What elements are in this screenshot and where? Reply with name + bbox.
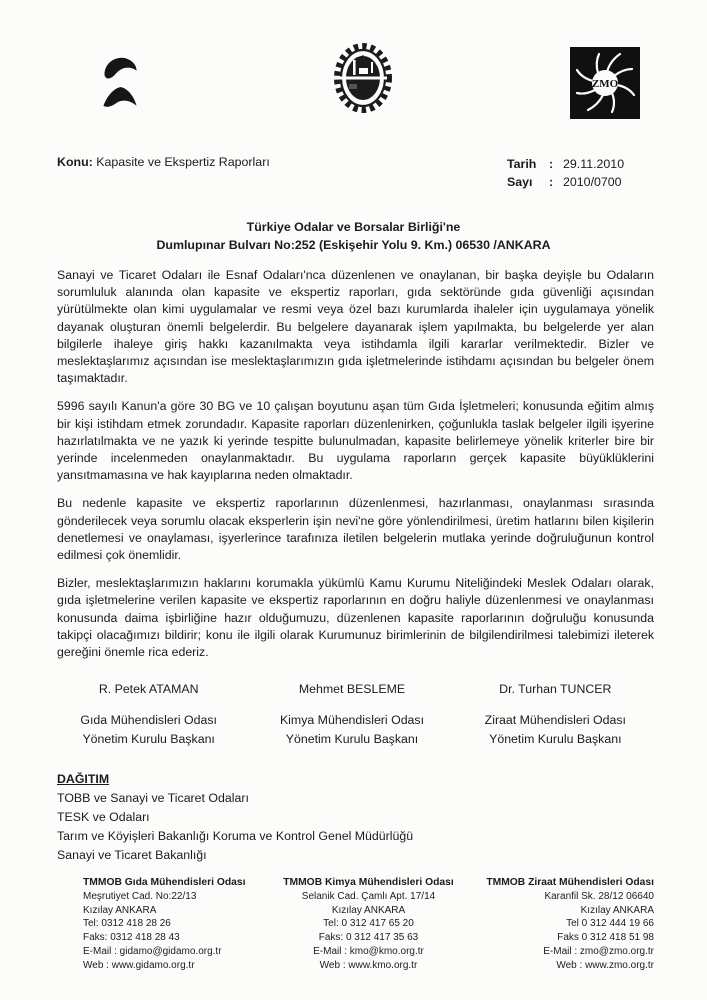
footer-org-line: Web : www.gidamo.org.tr — [83, 959, 195, 971]
footer-org-line: Faks 0 312 418 51 98 — [557, 932, 654, 944]
signature-row — [47, 682, 657, 748]
gida-mo-logo-icon — [101, 54, 139, 117]
footer-org-line: Web : www.zmo.org.tr — [556, 959, 654, 971]
subject-line — [57, 155, 270, 169]
footer-org-line: Kızılay ANKARA — [83, 904, 157, 916]
signatory-name: Dr. Turhan TUNCER — [499, 682, 612, 696]
signatory-organization: Gıda Mühendisleri Odası — [80, 713, 217, 727]
distribution-item: TOBB ve Sanayi ve Ticaret Odaları — [57, 791, 249, 805]
distribution-heading: DAĞITIM — [57, 772, 110, 786]
footer-org-line: Tel: 0 312 417 65 20 — [323, 918, 414, 930]
distribution-item: TESK ve Odaları — [57, 810, 150, 824]
footer-org-line: Kızılay ANKARA — [580, 904, 654, 916]
footer-org-title: TMMOB Gıda Mühendisleri Odası — [83, 877, 246, 888]
distribution-block — [57, 770, 413, 865]
footer-column — [464, 876, 654, 973]
recipient-name: Türkiye Odalar ve Borsalar Birliği'ne — [246, 220, 461, 234]
recipient-address: Dumlupınar Bulvarı No:252 (Eskişehir Yolu 9. Km.) 06530 /ANKARA — [156, 237, 551, 252]
signatory-title: Yönetim Kurulu Başkanı — [489, 731, 622, 746]
footer-org-line: Faks: 0 312 417 35 63 — [318, 932, 419, 944]
number-value: 2010/0700 — [563, 175, 622, 189]
number-colon: : — [549, 175, 554, 189]
body-paragraph: Bu nedenle kapasite ve ekspertiz raporlarının düzenlenmesi, hazırlanması, onaylanması sırasında gönderilecek veya sorumlu olacak eksperlerin işin nevi'ne göre yönlendirilmesi, üretim hatlarını bilen kişilerin denetlemesi ve onaylaması, işyerlerince tarafınıza iletilen belgelerin mutlaka yerinde doğruluğunun kontrol edilmesi çok önemlidir. — [57, 496, 654, 563]
number-row — [507, 173, 624, 191]
signatory-title: Yönetim Kurulu Başkanı — [285, 731, 419, 746]
footer-org-line: Faks: 0312 418 28 43 — [83, 932, 180, 944]
footer-column — [273, 876, 463, 973]
letterhead-footer — [57, 876, 654, 973]
distribution-item: Sanayi ve Ticaret Bakanlığı — [57, 848, 207, 862]
footer-org-title: TMMOB Kimya Mühendisleri Odası — [283, 877, 454, 888]
meta-right-block — [507, 155, 624, 191]
footer-org-line: Meşrutiyet Cad. No:22/13 — [83, 890, 197, 902]
subject-label: Konu: — [57, 155, 93, 169]
body-paragraph: 5996 sayılı Kanun'a göre 30 BG ve 10 çalışan boyutunu aşan tüm Gıda İşletmeleri; konusunda eğitim almış bir kişi istihdam etmek zorundadır. Kapasite raporları düzenlenirken, çoğunlukla taslak belgeler ilgili işyerine hazırlatılmakta ve ne yazık ki yerinde tespitte bulunulmadan, kapasite belirlemeye yönelik kriterler bire bir yerinde incelenmeden onaylanmaktadır. Bu uygulama raporların gerçek kapasite büyüklüklerini yansıtmamasına ve hak kayıplarına neden olmaktadır. — [57, 399, 654, 483]
signatory-organization: Kimya Mühendisleri Odası — [279, 713, 425, 727]
footer-org-line: Tel 0 312 444 19 66 — [566, 918, 654, 930]
footer-org-line: E-Mail : zmo@zmo.org.tr — [543, 945, 654, 957]
body-paragraph: Bizler, meslektaşlarımızın haklarını korumakla yükümlü Kamu Kurumu Niteliğindeki Meslek Odaları olarak, gıda işletmelerine verilen kapasite ve ekspertiz raporlarının en doğru haliyle düzenlenmesi ve onaylanması konusunda daima işbirliğine hazır olduğumuzu, düzenlenen kapasite raporlarının doğruluğu konusunda takipçi olacağımızı bildirir; konu ile ilgili olarak Kurumunuz birimlerinin de bilgilendirilmesi talebimizi ileterek gereğini önemle rica ederiz. — [57, 576, 654, 660]
footer-org-line: Tel: 0312 418 28 26 — [83, 918, 171, 930]
footer-column — [57, 876, 273, 973]
zmo-logo-icon — [570, 47, 640, 124]
signatory-organization: Ziraat Mühendisleri Odası — [484, 713, 626, 727]
signatory-name: R. Petek ATAMAN — [98, 682, 199, 696]
date-colon: : — [549, 157, 554, 171]
letter-body — [57, 267, 654, 672]
recipient-block — [0, 219, 707, 254]
footer-org-line: Karanfil Sk. 28/12 06640 — [544, 890, 654, 902]
date-row — [507, 155, 624, 173]
footer-org-line: Selanik Cad. Çamlı Apt. 17/14 — [301, 890, 436, 902]
signature-block — [47, 682, 250, 748]
footer-org-line: E-Mail : gidamo@gidamo.org.tr — [83, 945, 222, 957]
footer-org-line: E-Mail : kmo@kmo.org.tr — [313, 945, 424, 957]
signatory-title: Yönetim Kurulu Başkanı — [82, 731, 215, 746]
date-value: 29.11.2010 — [563, 157, 625, 171]
footer-org-title: TMMOB Ziraat Mühendisleri Odası — [486, 877, 654, 888]
distribution-item: Tarım ve Köyişleri Bakanlığı Koruma ve Kontrol Genel Müdürlüğü — [57, 829, 414, 843]
kmo-gear-logo-icon — [331, 40, 395, 121]
signatory-name: Mehmet BESLEME — [298, 682, 406, 696]
footer-org-line: Kızılay ANKARA — [331, 904, 406, 916]
body-paragraph: Sanayi ve Ticaret Odaları ile Esnaf Odaları'nca düzenlenen ve onaylanan, bir başka deyişle bu Odaların sorumluluk alanında olan kapasite ve ekspertiz raporları, gıda sektöründe gıda güvenliği açısından yürütülmekte olan kimi uygulamalar ve resmi veya özel bazı kurumlarda ihaleler için uygulamaya yönelik dayanak oluşturan önemli belgelerdir. Bu belgelere dayanarak işlem yapılmakta, bu belgelerde yer alan bilgilerle ihaleye giriş hakkı kazanılmakta veya istihdamla ilgili kararlar verilmektedir. Bizler ve meslektaşlarımız açısından ise meslektaşlarımızın gıda işletmelerinde istihdamı açısından bu belgeler önem taşımaktadır. — [57, 268, 654, 386]
zmo-logo-text: ZMO — [591, 78, 619, 90]
footer-org-line: Web : www.kmo.org.tr — [319, 959, 418, 971]
number-label: Sayı — [507, 175, 533, 189]
date-label: Tarih — [507, 157, 537, 171]
signature-block — [250, 682, 453, 748]
subject-value: Kapasite ve Ekspertiz Raporları — [92, 155, 270, 169]
signature-block — [454, 682, 657, 748]
